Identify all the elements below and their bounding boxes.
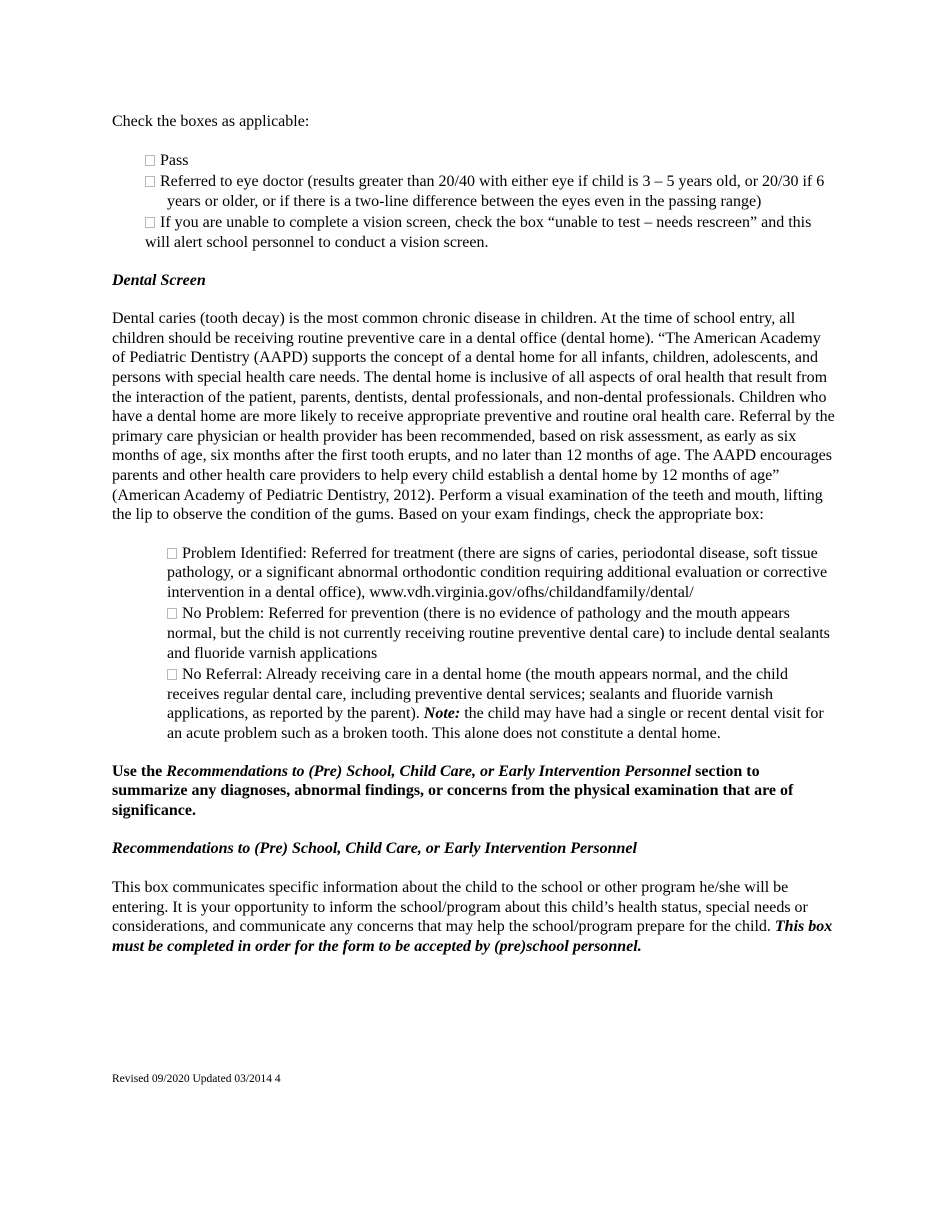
use-recommendations-note (112, 762, 838, 821)
checkbox-icon[interactable] (145, 176, 155, 187)
vision-options-list (145, 151, 838, 253)
vision-option-pass (145, 151, 838, 171)
dental-screen-heading: Dental Screen (112, 271, 206, 289)
vision-option-unable (145, 213, 838, 252)
checkbox-icon[interactable] (167, 669, 177, 680)
vision-option-referred-label: Referred to eye doctor (results greater than 20/40 with either eye if child is 3 – 5 years old, or 20/30 if 6 years or older, or if there is a two-line difference between the eyes even in the passing range) (160, 173, 825, 210)
checkbox-icon[interactable] (145, 155, 155, 166)
recommendations-heading: Recommendations to (Pre) School, Child Care, or Early Intervention Personnel (112, 840, 637, 858)
document-page (112, 112, 838, 956)
dental-option-no-referral (167, 665, 838, 743)
dental-option-problem-label: Problem Identified: Referred for treatment (there are signs of caries, periodontal disease, soft tissue pathology, or a significant abnormal orthodontic condition requiring additional evaluation or corrective intervention in a dental office), www.vdh.virginia.gov/ofhs/childandfamily/dental/ (167, 544, 828, 601)
vision-option-unable-label: If you are unable to complete a vision screen, check the box “unable to test – needs rescreen” and this will alert school personnel to conduct a vision screen. (145, 214, 812, 251)
page-footer: Revised 09/2020 Updated 03/2014 4 (112, 1073, 281, 1085)
vision-option-referred (145, 172, 838, 211)
dental-option-no-problem (167, 604, 838, 663)
note-label: Note: (423, 705, 461, 723)
dental-options-list (167, 544, 838, 744)
use-note-prefix: Use the (112, 762, 163, 780)
recommendations-body: This box communicates specific information about the child to the school or other program he/she will be entering. It is your opportunity to inform the school/program about this child’s health status, special needs or considerations, and communicate any concerns that may help the school/program prepare for the child. (112, 879, 808, 936)
vision-option-pass-label: Pass (160, 151, 189, 169)
dental-screen-paragraph: Dental caries (tooth decay) is the most common chronic disease in children. At the time of school entry, all children should be receiving routine preventive care in a dental office (dental home). “The American Academy of Pediatric Dentistry (AAPD) supports the concept of a dental home for all infants, children, adolescents, and persons with special health care needs. The dental home is inclusive of all aspects of oral health that result from the interaction of the patient, parents, dentists, dental professionals, and non-dental professionals. Children who have a dental home are more likely to receive appropriate preventive and routine oral health care. Referral by the primary care physician or health provider has been recommended, based on risk assessment, as early as six months of age, six months after the first tooth erupts, and no later than 12 months of age. The AAPD encourages parents and other health care providers to help every child establish a dental home by 12 months of age” (American Academy of Pediatric Dentistry, 2012). Perform a visual examination of the teeth and mouth, lifting the lip to observe the condition of the gums. Based on your exam findings, check the appropriate box: (112, 310, 835, 524)
instructions-intro: Check the boxes as applicable: (112, 113, 310, 130)
recommendations-emphasis: This box must be completed in order for the form to be accepted by (pre)school personnel. (112, 918, 833, 955)
use-note-section-ref: Recommendations to (Pre) School, Child Care, or Early Intervention Personnel (166, 762, 692, 780)
checkbox-icon[interactable] (167, 548, 177, 559)
checkbox-icon[interactable] (145, 217, 155, 228)
dental-option-problem (167, 544, 838, 603)
checkbox-icon[interactable] (167, 608, 177, 619)
dental-option-note-text: the child may have had a single or recent dental visit for an acute problem such as a broken tooth. This alone does not constitute a dental home. (167, 705, 824, 743)
dental-option-no-referral-label: No Referral: Already receiving care in a dental home (the mouth appears normal, and the child receives regular dental care, including preventive dental services; sealants and fluoride varnish applications, as reported by the parent). (167, 666, 788, 723)
dental-option-no-problem-label: No Problem: Referred for prevention (there is no evidence of pathology and the mouth appears normal, but the child is not currently receiving routine preventive dental care) to include dental sealants and fluoride varnish applications (167, 605, 830, 662)
use-note-suffix: section to summarize any diagnoses, abnormal findings, or concerns from the physical examination that are of significance. (112, 762, 794, 819)
recommendations-paragraph (112, 878, 838, 956)
